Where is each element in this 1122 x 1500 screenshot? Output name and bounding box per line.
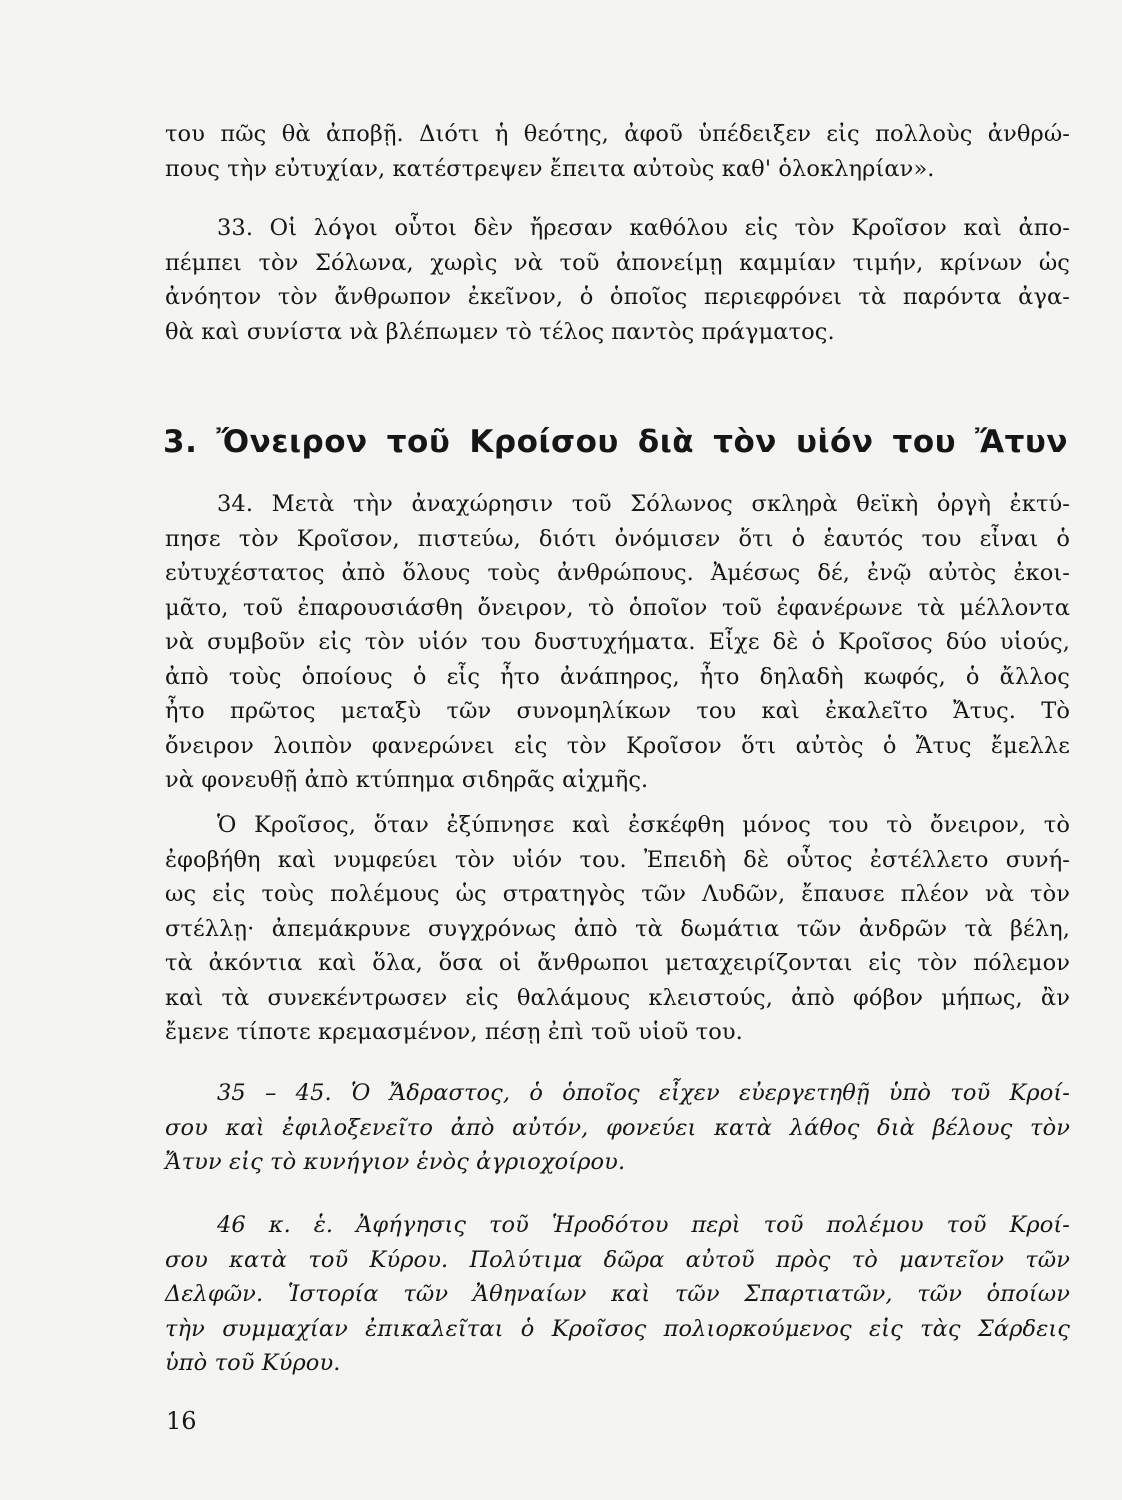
text-line: του πῶς θὰ ἀποβῇ. Διότι ἡ θεότης, ἀφοῦ ὑπέδειξεν εἰς πολλοὺς ἀνθρώ- [165,121,1070,147]
text-line: ως εἰς τοὺς πολέμους ὡς στρατηγὸς τῶν Λυδῶν, ἔπαυσε πλέον νὰ τὸν [165,881,1070,907]
text-line: 35 – 45. Ὁ Ἄδραστος, ὁ ὁποῖος εἶχεν εὐεργετηθῇ ὑπὸ τοῦ Κροί- [217,1080,1070,1106]
text-line: μᾶτο, τοῦ ἐπαρουσιάσθη ὄνειρον, τὸ ὁποῖον τοῦ ἐφανέρωνε τὰ μέλλοντα [165,594,1070,621]
text-line: νὰ συμβοῦν εἰς τὸν υἱόν του δυστυχήματα. Εἶχε δὲ ὁ Κροῖσος δύο υἱούς, [165,629,1070,655]
text-line: νὰ φονευθῇ ἀπὸ κτύπημα σιδηρᾶς αἰχμῆς. [165,767,649,793]
paragraph-46 [165,1208,1070,1381]
text-line: ἐφοβήθη καὶ νυμφεύει τὸν υἱόν του. Ἐπειδὴ δὲ οὗτος ἐστέλλετο συνή- [165,846,1070,873]
text-line: τὰ ἀκόντια καὶ ὅλα, ὅσα οἱ ἄνθρωποι μεταχειρίζονται εἰς τὸν πόλεμον [165,950,1070,976]
text-line: σου κατὰ τοῦ Κύρου. Πολύτιμα δῶρα αὐτοῦ πρὸς τὸ μαντεῖον τῶν [165,1246,1070,1273]
text-line: ἀνόητον τὸν ἄνθρωπον ἐκεῖνον, ὁ ὁποῖος περιεφρόνει τὰ παρόντα ἀγα- [165,284,1070,310]
text-line: εὐτυχέστατος ἀπὸ ὅλους τοὺς ἀνθρώπους. Ἀμέσως δέ, ἐνῷ αὐτὸς ἐκοι- [165,560,1070,586]
text-line: Ἄτυν εἰς τὸ κυνήγιον ἑνὸς ἀγριοχοίρου. [165,1149,626,1175]
text-line: ἀπὸ τοὺς ὁποίους ὁ εἷς ἦτο ἀνάπηρος, ἦτο δηλαδὴ κωφός, ὁ ἄλλος [165,663,1070,690]
text-line: 34. Μετὰ τὴν ἀναχώρησιν τοῦ Σόλωνος σκληρὰ θεϊκὴ ὀργὴ ἐκτύ- [217,491,1070,517]
text-line: τὴν συμμαχίαν ἐπικαλεῖται ὁ Κροῖσος πολιορκούμενος εἰς τὰς Σάρδεις [165,1315,1070,1342]
page-number: 16 [166,1407,197,1435]
paragraph-34 [165,487,1070,798]
text-line: ὑπὸ τοῦ Κύρου. [165,1350,341,1376]
text-line: πέμπει τὸν Σόλωνα, χωρὶς νὰ τοῦ ἀπονείμῃ καμμίαν τιμήν, κρίνων ὡς [165,249,1070,276]
paragraph-35-45 [165,1076,1070,1180]
text-line: καὶ τὰ συνεκέντρωσεν εἰς θαλάμους κλειστούς, ἀπὸ φόβον μήπως, ἂν [165,984,1070,1011]
text-line: 46 κ. ἑ. Ἀφήγησις τοῦ Ἡροδότου περὶ τοῦ πολέμου τοῦ Κροί- [217,1212,1070,1238]
text-line: Δελφῶν. Ἱστορία τῶν Ἀθηναίων καὶ τῶν Σπαρτιατῶν, τῶν ὁποίων [165,1281,1070,1307]
text-line: 33. Οἱ λόγοι οὗτοι δὲν ἤρεσαν καθόλου εἰς τὸν Κροῖσον καὶ ἀπο- [217,215,1070,241]
opening-paragraph [165,117,1070,186]
paragraph-33 [165,211,1070,349]
text-line: στέλλῃ· ἀπεμάκρυνε συγχρόνως ἀπὸ τὰ δωμάτια τῶν ἀνδρῶν τὰ βέλη, [165,915,1070,942]
text-line: πησε τὸν Κροῖσον, πιστεύω, διότι ὀνόμισεν ὅτι ὁ ἑαυτός του εἶναι ὁ [165,525,1070,552]
text-line: ἔμενε τίποτε κρεμασμένον, πέσῃ ἐπὶ τοῦ υἱοῦ του. [165,1019,743,1045]
text-line: πους τὴν εὐτυχίαν, κατέστρεψεν ἔπειτα αὐτοὺς καθ' ὁλοκληρίαν». [165,155,935,182]
text-line: ὄνειρον λοιπὸν φανερώνει εἰς τὸν Κροῖσον ὅτι αὐτὸς ὁ Ἄτυς ἔμελλε [165,732,1070,759]
text-line: σου καὶ ἐφιλοξενεῖτο ἀπὸ αὐτόν, φονεύει κατὰ λάθος διὰ βέλους τὸν [165,1114,1070,1141]
text-line: ἦτο πρῶτος μεταξὺ τῶν συνομηλίκων του καὶ ἐκαλεῖτο Ἄτυς. Τὸ [165,698,1070,724]
paragraph-croesus [165,808,1070,1050]
text-line: θὰ καὶ συνίστα νὰ βλέπωμεν τὸ τέλος παντὸς πράγματος. [165,318,835,345]
section-heading: 3. Ὄνειρον τοῦ Κροίσου διὰ τὸν υἱόν του Ἄτυν [163,424,1068,460]
text-line: Ὁ Κροῖσος, ὅταν ἐξύπνησε καὶ ἐσκέφθη μόνος του τὸ ὄνειρον, τὸ [217,812,1070,838]
